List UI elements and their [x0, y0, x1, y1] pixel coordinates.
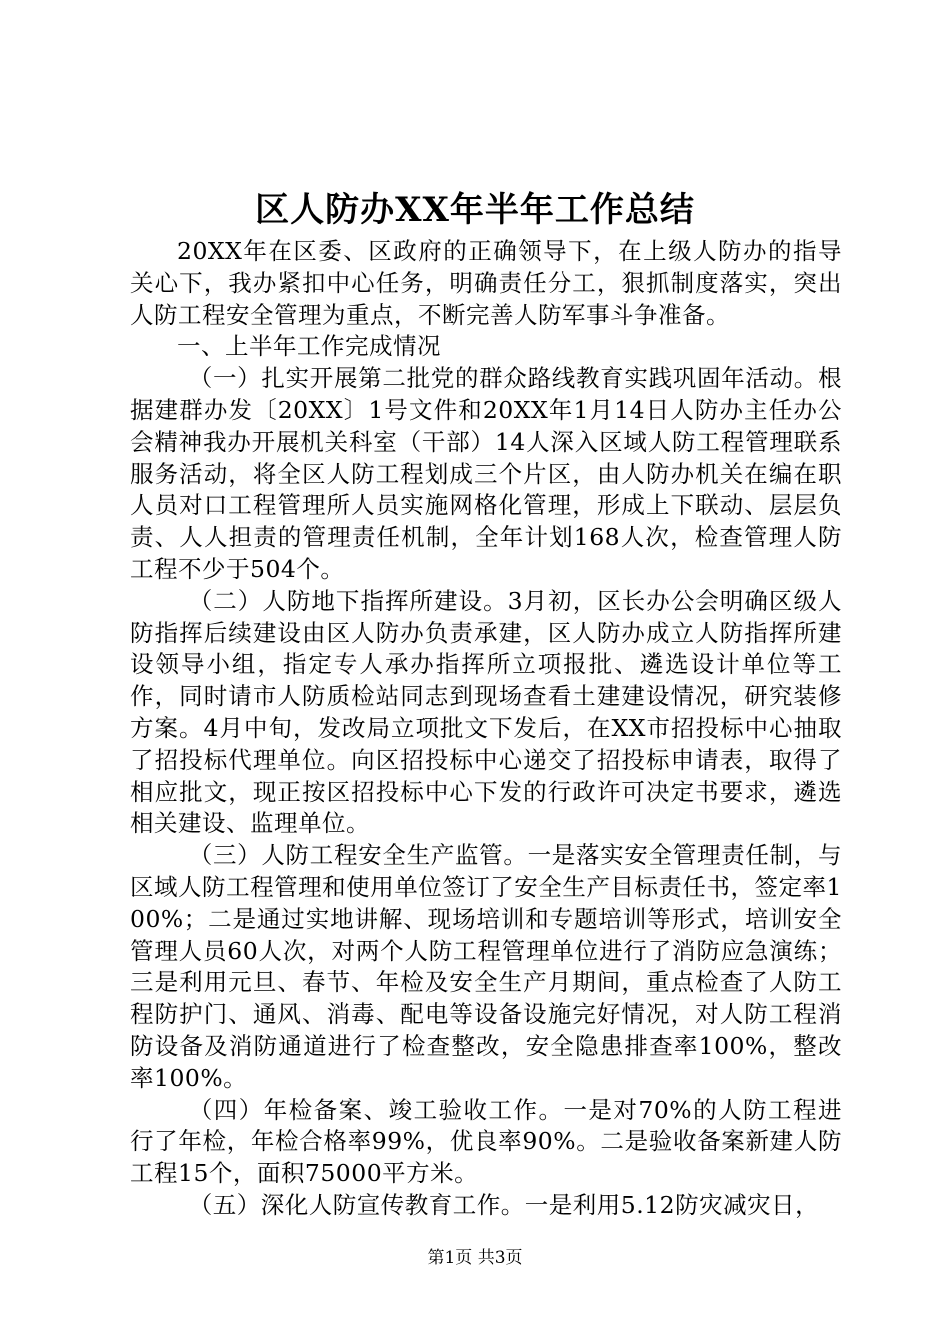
paragraph-item-3: （三）人防工程安全生产监管。一是落实安全管理责任制，与区域人防工程管理和使用单位签订了安全生产目标责任书，签定率100%；二是通过实地讲解、现场培训和专题培训等形式，培训安全管理人员60人次，对两个人防工程管理单位进行了消防应急演练；三是利用元旦、春节、年检及安全生产月期间，重点检查了人防工程防护门、通风、消毒、配电等设备设施完好情况，对人防工程消防设备及消防通道进行了检查整改，安全隐患排查率100%，整改率100%。 — [130, 841, 842, 1092]
document-body — [130, 236, 842, 1222]
page-footer: 第1页 共3页 — [427, 1248, 523, 1268]
paragraph-item-1: （一）扎实开展第二批党的群众路线教育实践巩固年活动。根据建群办发〔20XX〕1号文件和20XX年1月14日人防办主任办公会精神我办开展机关科室（干部）14人深入区域人防工程管理联系服务活动，将全区人防工程划成三个片区，由人防办机关在编在职人员对口工程管理所人员实施网格化管理，形成上下联动、层层负责、人人担责的管理责任机制，全年计划168人次，检查管理人防工程不少于504个。 — [130, 364, 842, 583]
section-heading: 一、上半年工作完成情况 — [177, 332, 441, 361]
paragraph-item-4: （四）年检备案、竣工验收工作。一是对70%的人防工程进行了年检，年检合格率99%，优良率90%。二是验收备案新建人防工程15个，面积75000平方米。 — [130, 1095, 842, 1188]
paragraph-item-5: （五）深化人防宣传教育工作。一是利用5.12防灾减灾日， — [188, 1190, 820, 1219]
document-title: 区人防办XX年半年工作总结 — [255, 190, 695, 230]
intro-paragraph: 20XX年在区委、区政府的正确领导下，在上级人防办的指导关心下，我办紧扣中心任务，明确责任分工，狠抓制度落实，突出人防工程安全管理为重点，不断完善人防军事斗争准备。 — [130, 237, 842, 329]
paragraph-item-2: （二）人防地下指挥所建设。3月初，区长办公会明确区级人防指挥后续建设由区人防办负责承建，区人防办成立人防指挥所建设领导小组，指定专人承办指挥所立项报批、遴选设计单位等工作，同时请市人防质检站同志到现场查看土建建设情况，研究装修方案。4月中旬，发改局立项批文下发后，在XX市招投标中心抽取了招投标代理单位。向区招投标中心递交了招投标申请表，取得了相应批文，现正按区招投标中心下发的行政许可决定书要求，遴选相关建设、监理单位。 — [130, 586, 842, 838]
